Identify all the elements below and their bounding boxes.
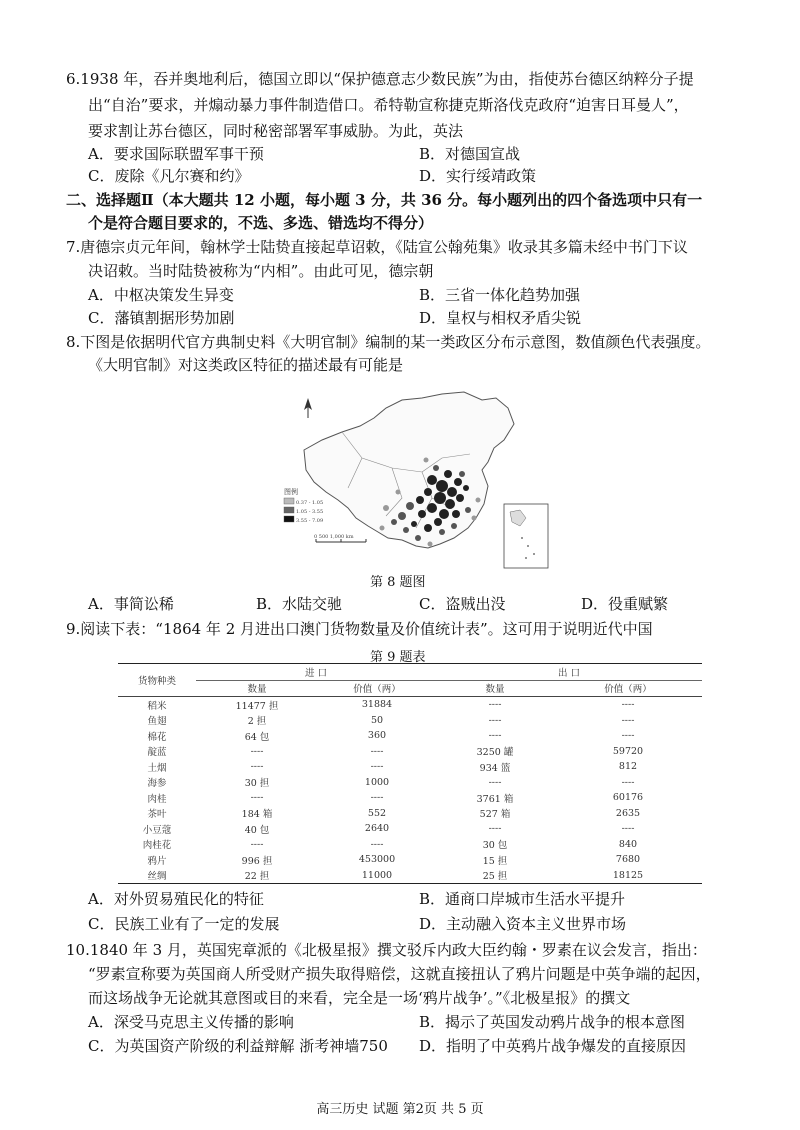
table-header-export-value: 价值（两） — [604, 684, 652, 696]
table-cell: 2640 — [364, 823, 390, 835]
q6-option-a: A．要求国际联盟军事干预 — [88, 145, 264, 163]
q6-option-b: B．对德国宣战 — [419, 145, 521, 163]
table-cell: 11000 — [361, 869, 393, 881]
table-cell-goods: 海参 — [147, 778, 167, 790]
table-cell: ---- — [488, 730, 502, 742]
table-cell: ---- — [370, 761, 384, 773]
table-cell: ---- — [250, 745, 264, 757]
table-cell: 812 — [618, 761, 638, 773]
q8-option-d: D．役重赋繁 — [581, 595, 669, 613]
q8-map-figure — [282, 388, 554, 572]
table-cell-goods: 稻米 — [147, 700, 167, 712]
q9-table-title: 第 9 题表 — [370, 650, 426, 665]
table-row — [118, 713, 702, 729]
section2-heading-line1: 二、选择题Ⅱ（本大题共 12 小题，每小题 3 分，共 36 分。每小题列出的四个备选项中只有一 — [66, 191, 703, 209]
table-cell-goods: 棉花 — [147, 731, 167, 743]
table-cell: 552 — [367, 807, 387, 819]
table-header-export-qty: 数量 — [485, 684, 505, 696]
q10-option-c: C．为英国资产阶级的利益辩解 浙考神墙750 — [88, 1037, 388, 1055]
q6-stem-line3: 要求割让苏台德区，同时秘密部署军事威胁。为此，英法 — [88, 122, 464, 140]
table-row — [118, 759, 702, 775]
q8-option-c: C．盗贼出没 — [419, 595, 506, 613]
q7-option-d: D．皇权与相权矛盾尖锐 — [419, 309, 582, 327]
table-cell-goods: 鸦片 — [147, 855, 167, 867]
q6-option-c: C．废除《凡尔赛和约》 — [88, 167, 250, 185]
table-row — [118, 837, 702, 853]
q6-stem-line2: 出“自治”要求，并煽动暴力事件制造借口。希特勒宣称捷克斯洛伐克政府“迫害日耳曼人”， — [88, 96, 689, 114]
svg-text:3.55 - 7.09: 3.55 - 7.09 — [296, 518, 324, 524]
table-cell-goods: 肉桂花 — [142, 840, 172, 852]
table-cell: ---- — [488, 714, 502, 726]
table-cell: 30 包 — [482, 840, 508, 852]
table-cell-goods: 靛蓝 — [147, 747, 167, 759]
table-row — [118, 728, 702, 744]
q9-option-a: A．对外贸易殖民化的特征 — [88, 890, 264, 908]
table-cell: 60176 — [612, 792, 644, 804]
table-cell: 2 担 — [247, 716, 267, 728]
table-cell: 31884 — [361, 699, 393, 711]
q9-stem-line1: 9.阅读下表：“1864 年 2 月进出口澳门货物数量及价值统计表”。这可用于说明近代中国 — [66, 620, 653, 638]
table-cell: 934 篮 — [479, 762, 511, 774]
table-cell: ---- — [488, 699, 502, 711]
table-row — [118, 821, 702, 837]
table-row — [118, 697, 702, 713]
table-row — [118, 790, 702, 806]
q8-option-b: B．水陆交驰 — [256, 595, 343, 613]
q10-option-b: B．揭示了英国发动鸦片战争的根本意图 — [419, 1013, 686, 1031]
table-header-import-value: 价值（两） — [353, 684, 401, 696]
q7-option-b: B．三省一体化趋势加强 — [419, 286, 581, 304]
q10-stem-line3: 而这场战争无论就其意图或目的来看，完全是一场‘鸦片战争’。”《北极星报》的撰文 — [88, 989, 631, 1007]
section2-heading-line2: 个是符合题目要求的，不选、多选、错选均不得分） — [88, 214, 434, 232]
table-cell-goods: 小豆蔻 — [142, 824, 172, 836]
table-cell: ---- — [621, 776, 635, 788]
q8-stem-line2: 《大明官制》对这类政区特征的描述最有可能是 — [88, 356, 404, 374]
table-cell-goods: 土烟 — [147, 762, 167, 774]
table-cell: ---- — [621, 823, 635, 835]
china-map-icon — [282, 388, 554, 572]
table-cell: 2635 — [615, 807, 641, 819]
q10-option-d: D．指明了中英鸦片战争爆发的直接原因 — [419, 1037, 687, 1055]
table-cell: ---- — [250, 838, 264, 850]
table-cell: 40 包 — [244, 824, 270, 836]
table-row — [118, 852, 702, 868]
table-header-export: 出 口 — [436, 664, 702, 681]
q8-stem-line1: 8.下图是依据明代官方典制史料《大明官制》编制的某一类政区分布示意图，数值颜色代表强度。 — [66, 333, 711, 351]
table-cell: 996 担 — [241, 855, 273, 867]
north-arrow-icon — [304, 398, 312, 418]
table-header-goods: 货物种类 — [118, 664, 196, 697]
table-cell-goods: 茶叶 — [147, 809, 167, 821]
svg-text:图例: 图例 — [284, 488, 298, 496]
table-cell: 360 — [367, 730, 387, 742]
table-cell: 15 担 — [482, 855, 508, 867]
q10-option-a: A．深受马克思主义传播的影响 — [88, 1013, 294, 1031]
q10-stem-line1: 10.1840 年 3 月，英国宪章派的《北极星报》撰文驳斥内政大臣约翰・罗素在议会发言，指出： — [66, 941, 707, 959]
q7-option-c: C．藩镇割据形势加剧 — [88, 309, 235, 327]
svg-text:0 500 1,000 km: 0 500 1,000 km — [314, 534, 354, 540]
q8-option-a: A．事简讼稀 — [88, 595, 174, 613]
table-row — [118, 744, 702, 760]
table-cell: ---- — [370, 792, 384, 804]
table-cell: ---- — [370, 745, 384, 757]
table-cell: ---- — [488, 823, 502, 835]
table-cell: ---- — [488, 776, 502, 788]
q9-option-d: D．主动融入资本主义世界市场 — [419, 915, 627, 933]
table-cell: ---- — [621, 714, 635, 726]
q9-option-b: B．通商口岸城市生活水平提升 — [419, 890, 626, 908]
table-cell: 527 箱 — [479, 809, 511, 821]
table-cell: 184 箱 — [241, 809, 273, 821]
q7-option-a: A．中枢决策发生异变 — [88, 286, 234, 304]
table-cell: 453000 — [358, 854, 396, 866]
table-cell: 11477 担 — [235, 700, 279, 712]
q6-option-d: D．实行绥靖政策 — [419, 167, 537, 185]
table-cell: ---- — [250, 761, 264, 773]
table-cell: 18125 — [612, 869, 644, 881]
table-cell: ---- — [370, 838, 384, 850]
table-cell: ---- — [621, 699, 635, 711]
table-cell: 22 担 — [244, 871, 270, 883]
q8-figure-caption: 第 8 题图 — [370, 575, 426, 590]
table-row — [118, 775, 702, 791]
table-cell: ---- — [250, 792, 264, 804]
table-cell: 30 担 — [244, 778, 270, 790]
table-cell: 59720 — [612, 745, 644, 757]
table-header-import-qty: 数量 — [247, 684, 267, 696]
table-cell: 840 — [618, 838, 638, 850]
table-cell: 3250 罐 — [476, 747, 514, 759]
table-cell: ---- — [621, 730, 635, 742]
table-cell: 64 包 — [244, 731, 270, 743]
table-cell: 3761 箱 — [476, 793, 514, 805]
svg-text:1.05 - 3.55: 1.05 - 3.55 — [296, 509, 324, 515]
table-row — [118, 806, 702, 822]
table-cell: 1000 — [364, 776, 390, 788]
q9-trade-table — [118, 663, 702, 884]
page-footer: 高三历史 试题 第2页 共 5 页 — [316, 1102, 484, 1117]
table-cell-goods: 鱼翅 — [147, 716, 167, 728]
table-header-import: 进 口 — [196, 664, 436, 681]
table-row — [118, 868, 702, 884]
q9-option-c: C．民族工业有了一定的发展 — [88, 915, 280, 933]
table-cell: 7680 — [615, 854, 641, 866]
q7-stem-line2: 决诏敕。当时陆贽被称为“内相”。由此可见，德宗朝 — [88, 262, 434, 280]
q6-stem-line1: 6.1938 年，吞并奥地利后，德国立即以“保护德意志少数民族”为由，指使苏台德区纳粹分子提 — [66, 70, 694, 88]
q7-stem-line1: 7.唐德宗贞元年间，翰林学士陆贽直接起草诏敕，《陆宣公翰苑集》收录其多篇未经中书门下议 — [66, 238, 688, 256]
svg-text:0.37 - 1.05: 0.37 - 1.05 — [296, 500, 324, 506]
table-cell: 25 担 — [482, 871, 508, 883]
table-cell-goods: 肉桂 — [147, 793, 167, 805]
table-cell-goods: 丝绸 — [147, 871, 167, 883]
table-cell: 50 — [370, 714, 384, 726]
q10-stem-line2: “罗素宣称要为英国商人所受财产损失取得赔偿，这就直接扭认了鸦片问题是中英争端的起因， — [88, 965, 711, 983]
